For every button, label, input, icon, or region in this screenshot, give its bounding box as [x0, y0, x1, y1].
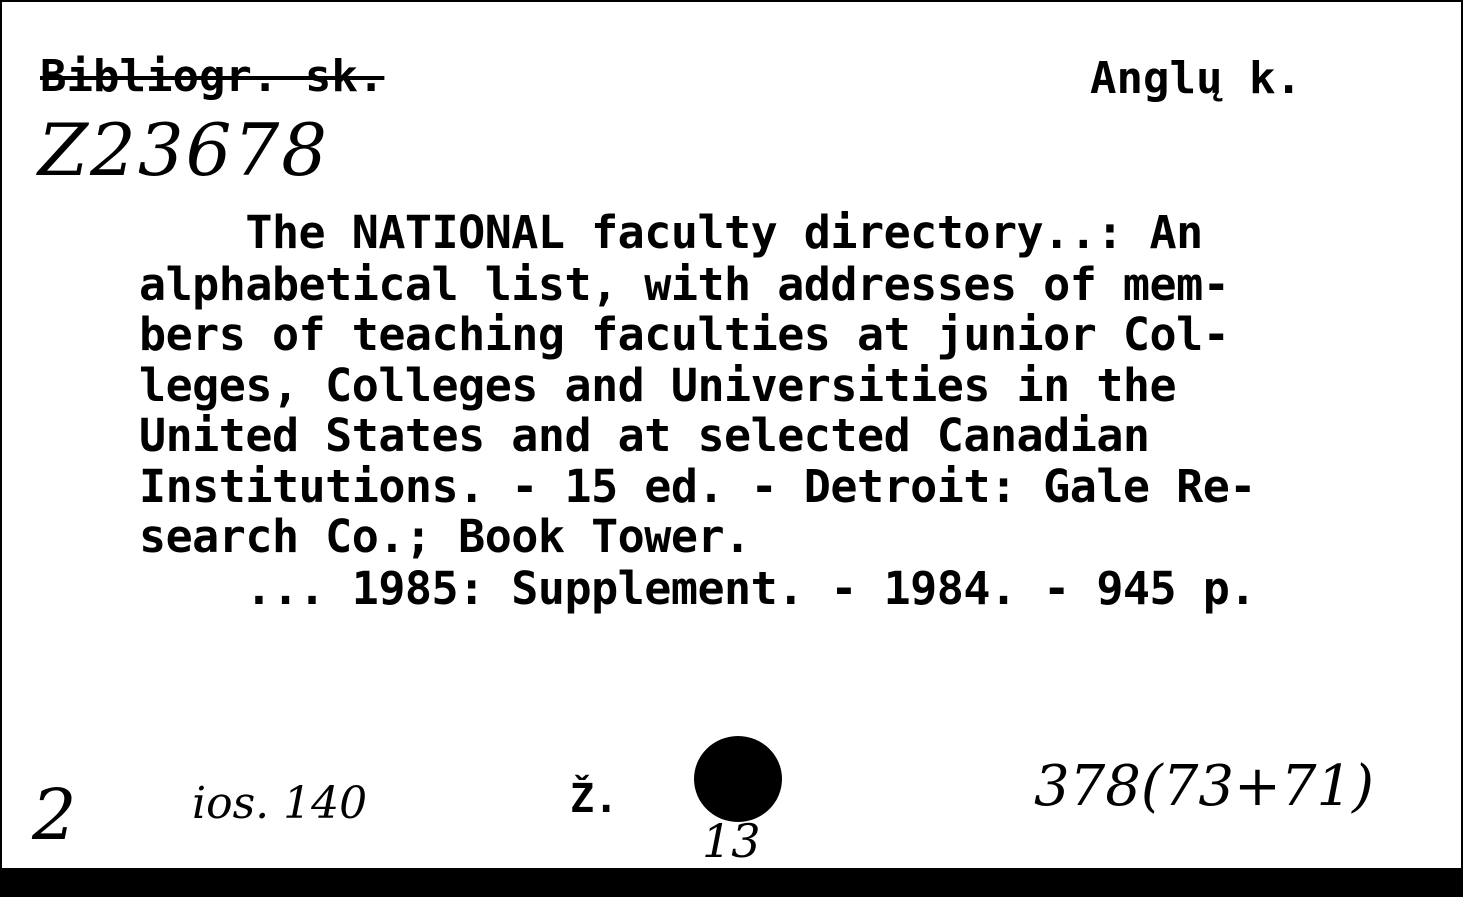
handwritten-inventory-number: ios. 140 [192, 778, 368, 829]
handwritten-classification: 378(73+71) [1034, 754, 1375, 819]
entry-line: bers of teaching faculties at junior Col- [139, 308, 1230, 361]
struck-heading: Bibliogr. sk. [40, 51, 385, 102]
entry-line: The NATIONAL faculty directory..: An [139, 206, 1203, 259]
entry-line: United States and at selected Canadian [139, 409, 1150, 462]
entry-line: Institutions. - 15 ed. - Detroit: Gale Re- [139, 460, 1256, 513]
entry-line: search Co.; Book Tower. [139, 510, 751, 563]
z-label: Ž. [570, 776, 619, 822]
scan-edge-bar [0, 868, 1463, 897]
handwritten-call-number: Z23678 [38, 108, 330, 192]
entry-line: ... 1985: Supplement. - 1984. - 945 p. [139, 562, 1256, 615]
entry-line: alphabetical list, with addresses of mem- [139, 258, 1230, 311]
handwritten-z-number: 13 [702, 814, 761, 868]
language-label: Anglų k. [1090, 53, 1302, 104]
entry-line: leges, Colleges and Universities in the [139, 359, 1177, 412]
handwritten-mark: 2 [32, 774, 77, 856]
ink-dot [694, 736, 782, 822]
